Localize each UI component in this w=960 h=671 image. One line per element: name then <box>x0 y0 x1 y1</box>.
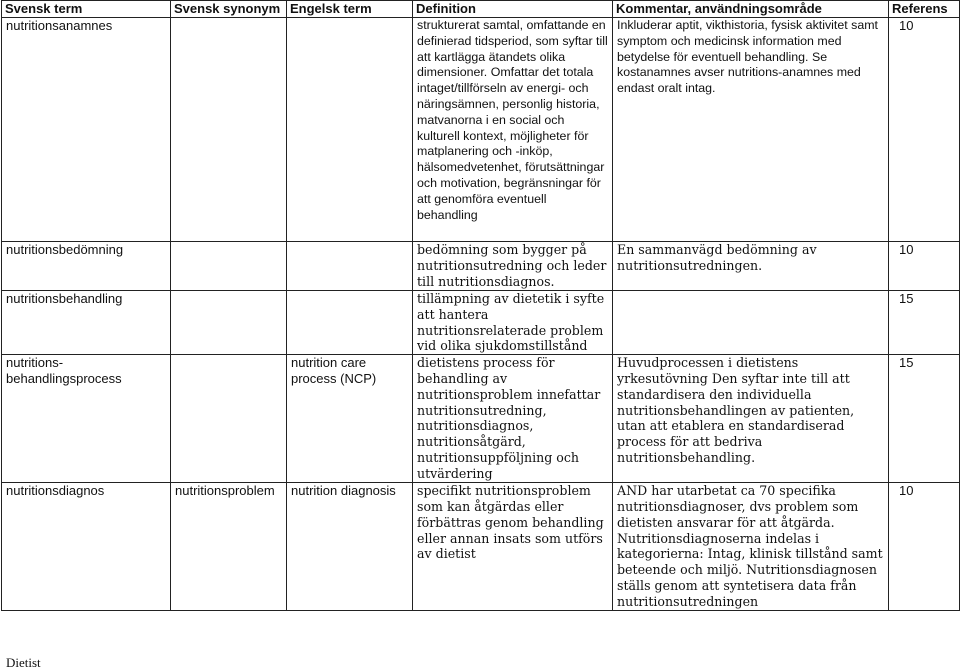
definition-cell: strukturerat samtal, omfattande en definierad tidsperiod, som syftar till att kartlägga ätandets olika dimensioner. Omfattar det totala intaget/tillförseln av energi- och näringsämnen, personlig historia, matvanorna i en social och kulturell kontext, möjligheter för matplanering och -inköp, hälsomedvetenhet, förutsättningar och motivation, begränsningar för att genomföra eventuell behandling <box>413 18 613 242</box>
svensk-synonym-cell <box>171 18 287 242</box>
referens-cell: 15 <box>889 355 960 483</box>
table-row <box>2 291 960 355</box>
kommentar-cell: AND har utarbetat ca 70 specifika nutritionsdiagnoser, dvs problem som dietisten ansvarar för att åtgärda. Nutritionsdiagnoserna indelas i kategorierna: Intag, klinisk tillstånd samt beteende och miljö. Nutritionsdiagnosen ställs genom att syntetisera data från nutritionsutredningen <box>613 483 889 610</box>
header-svensk-synonym: Svensk synonym <box>171 1 287 18</box>
definition-cell: specifikt nutritionsproblem som kan åtgärdas eller förbättras genom behandling eller annan insats som utförs av dietist <box>413 483 613 610</box>
definition-cell: bedömning som bygger på nutritionsutredning och leder till nutritionsdiagnos. <box>413 242 613 291</box>
kommentar-cell: En sammanvägd bedömning av nutritionsutredningen. <box>613 242 889 291</box>
header-referens: Referens <box>889 1 960 18</box>
kommentar-cell: Inkluderar aptit, vikthistoria, fysisk aktivitet samt symptom och medicinsk information med betydelse för eventuell behandling. Se kostanamnes avser nutritions-anamnes med endast oralt intag. <box>613 18 889 242</box>
engelsk-term-cell: nutrition care process (NCP) <box>287 355 413 483</box>
table-row <box>2 18 960 242</box>
svensk-term-cell: nutritionsanamnes <box>2 18 171 242</box>
referens-cell: 10 <box>889 483 960 610</box>
header-engelsk-term: Engelsk term <box>287 1 413 18</box>
definition-cell: tillämpning av dietetik i syfte att hantera nutritionsrelaterade problem vid olika sjukdomstillstånd <box>413 291 613 355</box>
referens-cell: 15 <box>889 291 960 355</box>
referens-cell: 10 <box>889 18 960 242</box>
table-row <box>2 355 960 483</box>
svensk-synonym-cell <box>171 242 287 291</box>
svensk-term-cell: nutritionsbedömning <box>2 242 171 291</box>
engelsk-term-cell <box>287 242 413 291</box>
terminology-table <box>1 0 960 611</box>
kommentar-cell <box>613 291 889 355</box>
header-kommentar: Kommentar, användningsområde <box>613 1 889 18</box>
svensk-synonym-cell <box>171 291 287 355</box>
referens-cell: 10 <box>889 242 960 291</box>
svensk-synonym-cell: nutritionsproblem <box>171 483 287 610</box>
engelsk-term-cell <box>287 18 413 242</box>
svensk-term-cell: nutritionsdiagnos <box>2 483 171 610</box>
definition-cell: dietistens process för behandling av nutritionsproblem innefattar nutritionsutredning, nutritionsdiagnos, nutritionsåtgärd, nutritionsuppföljning och utvärdering <box>413 355 613 483</box>
kommentar-cell: Huvudprocessen i dietistens yrkesutövning Den syftar inte till att standardisera den individuella nutritionsbehandlingen av patienten, utan att etablera en standardiserad process för att bedriva nutritionsbehandling. <box>613 355 889 483</box>
svensk-term-cell: nutritions-behandlingsprocess <box>2 355 171 483</box>
engelsk-term-cell: nutrition diagnosis <box>287 483 413 610</box>
header-svensk-term: Svensk term <box>2 1 171 18</box>
table-row <box>2 483 960 610</box>
svensk-synonym-cell <box>171 355 287 483</box>
svensk-term-cell: nutritionsbehandling <box>2 291 171 355</box>
engelsk-term-cell <box>287 291 413 355</box>
header-definition: Definition <box>413 1 613 18</box>
table-row <box>2 242 960 291</box>
header-row <box>2 1 960 18</box>
page-footer: Dietist <box>6 655 41 670</box>
